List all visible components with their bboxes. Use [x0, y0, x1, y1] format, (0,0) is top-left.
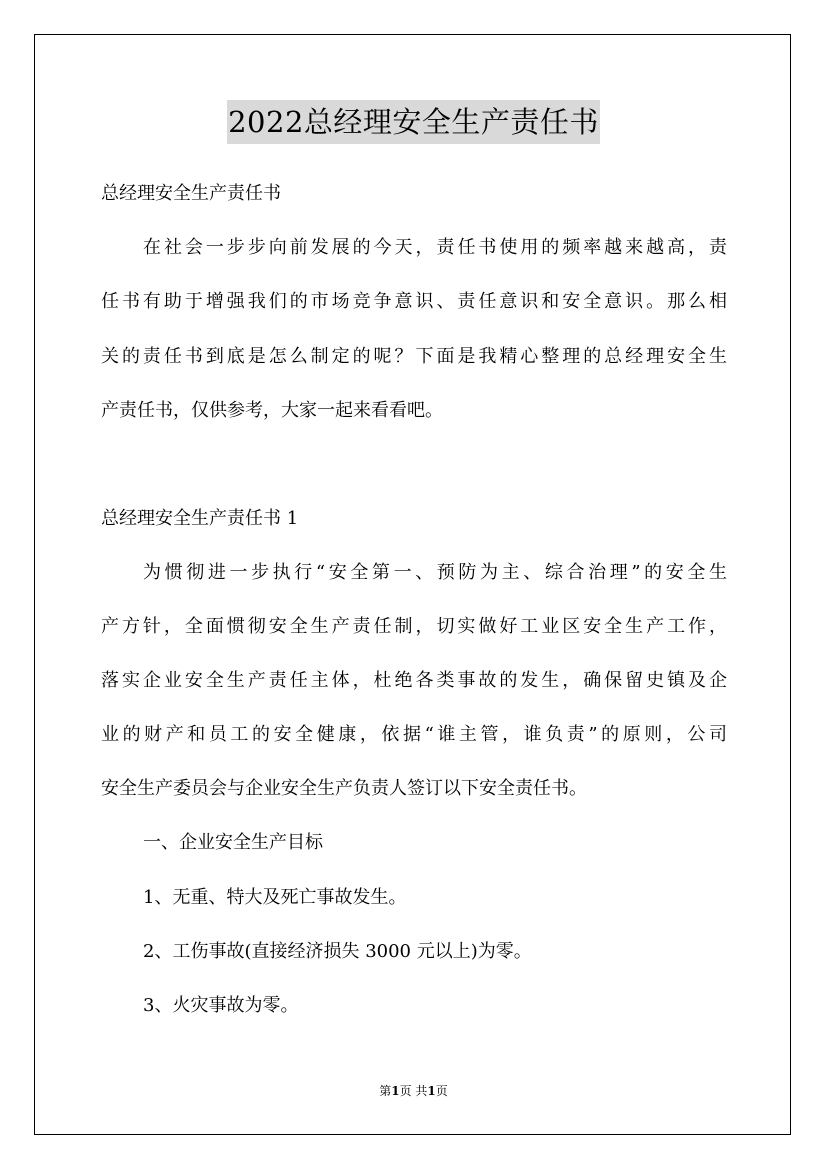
paragraph-line: 安全生产委员会与企业安全生产负责人签订以下安全责任书。 — [101, 778, 587, 799]
section-subheading: 一、企业安全生产目标 — [143, 832, 323, 853]
paragraph-line: 产责任书，仅供参考，大家一起来看看吧。 — [101, 400, 443, 421]
footer-page-suffix: 页 — [435, 1084, 448, 1098]
paragraph-line: 为惯彻进一步执行“安全第一、预防为主、综合治理”的安全生 — [143, 562, 727, 583]
paragraph-line: 在社会一步步向前发展的今天，责任书使用的频率越来越高，责 — [143, 237, 727, 258]
section-heading: 总经理安全生产责任书 — [101, 183, 281, 204]
document-title: 2022总经理安全生产责任书 — [227, 100, 600, 144]
list-item: 2、工伤事故(直接经济损失 3000 元以上)为零。 — [143, 941, 532, 962]
section-heading: 总经理安全生产责任书 1 — [101, 508, 299, 529]
title-container — [0, 100, 827, 144]
footer-page-mid: 页 共 — [399, 1084, 428, 1098]
footer-total-pages: 1 — [427, 1084, 436, 1098]
list-item: 1、无重、特大及死亡事故发生。 — [143, 887, 407, 908]
paragraph-line: 业的财产和员工的安全健康，依据“谁主管，谁负责”的原则，公司 — [101, 724, 727, 745]
paragraph-line: 关的责任书到底是怎么制定的呢？下面是我精心整理的总经理安全生 — [101, 346, 727, 367]
page-footer — [0, 1083, 827, 1099]
paragraph-line: 落实企业安全生产责任主体，杜绝各类事故的发生，确保留史镇及企 — [101, 670, 727, 691]
list-item: 3、火灾事故为零。 — [143, 995, 299, 1016]
paragraph-line: 任书有助于增强我们的市场竞争意识、责任意识和安全意识。那么相 — [101, 291, 727, 312]
footer-page-prefix: 第 — [379, 1084, 392, 1098]
footer-page-number: 1 — [391, 1084, 400, 1098]
paragraph-line: 产方针，全面惯彻安全生产责任制，切实做好工业区安全生产工作， — [101, 616, 727, 637]
